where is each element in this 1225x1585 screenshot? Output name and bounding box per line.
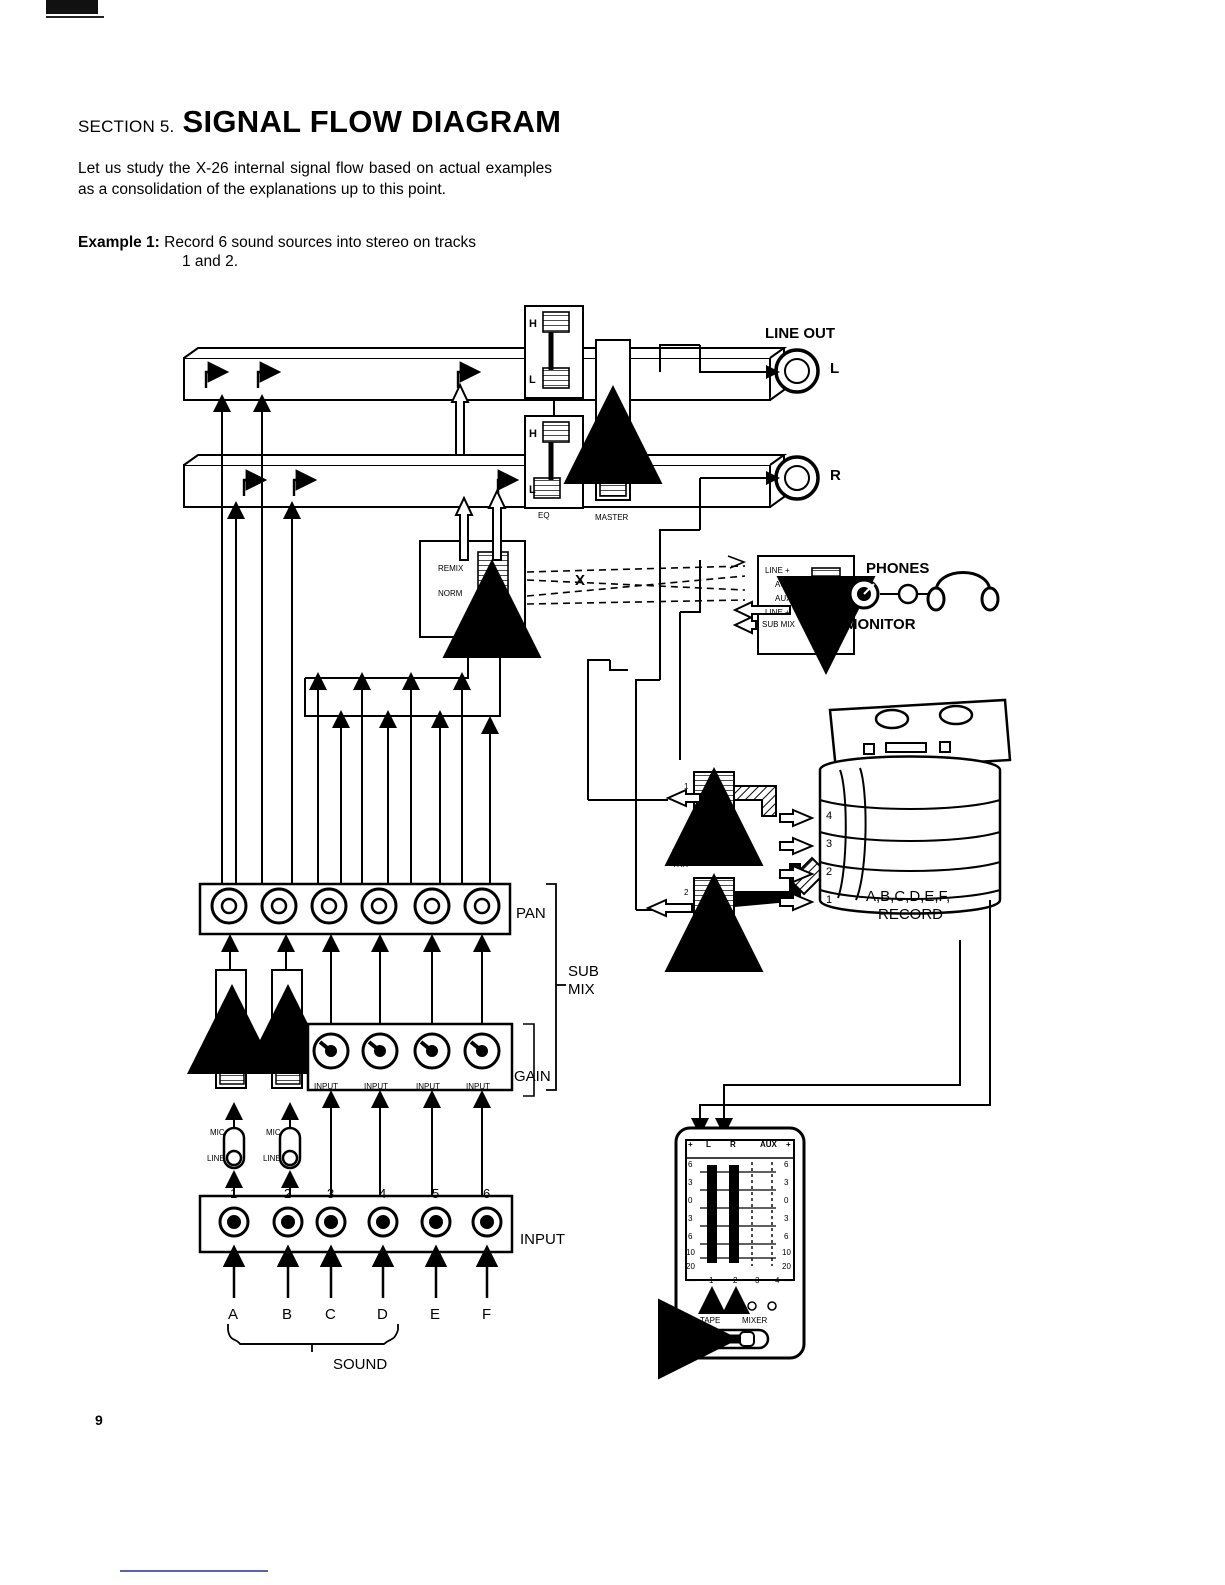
input-channel-2: 2: [284, 1186, 292, 1201]
meter-header-aux: AUX: [760, 1140, 777, 1149]
eq-label: EQ: [538, 511, 550, 520]
monitor-option-4: SUB MIX: [762, 620, 795, 629]
example-text-2: 1 and 2.: [182, 253, 239, 270]
mixer-switch-label: MIXER: [742, 1316, 768, 1325]
eq-high-label-1: H: [529, 318, 537, 330]
meter-scale-right-3: 3: [784, 1214, 789, 1223]
meter-channel-1: 1: [709, 1276, 714, 1285]
input-channel-1: 1: [230, 1186, 238, 1201]
rec-trk-1: 1: [684, 782, 689, 791]
example-label: Example 1:: [78, 234, 160, 251]
rec-trk-3: 3: [684, 826, 689, 835]
sound-label: SOUND: [333, 1356, 388, 1373]
remix-label: REMIX: [438, 564, 464, 573]
meter-scale-left-0: 6: [688, 1160, 693, 1169]
line-label-2: LINE: [263, 1154, 281, 1163]
sub-label: SUB: [568, 963, 599, 980]
meter-scale-left-1: 3: [688, 1178, 693, 1187]
gain-knob-label-1: INPUT: [314, 1082, 338, 1091]
monitor-option-1: AUX: [775, 580, 792, 589]
example-text: Record 6 sound sources into stereo on tracks: [164, 234, 477, 251]
norm-label: NORM: [438, 589, 463, 598]
tape-switch-label: TAPE: [700, 1316, 721, 1325]
meter-channel-2: 2: [733, 1276, 738, 1285]
rec-trk-4: 4: [684, 932, 689, 941]
input-label: INPUT: [520, 1231, 565, 1248]
mix-label: MIX: [568, 981, 595, 998]
sound-source-a: A: [228, 1306, 239, 1323]
input-channel-6: 6: [483, 1186, 491, 1201]
sound-source-c: C: [325, 1306, 336, 1323]
line-out-label: LINE OUT: [765, 325, 835, 342]
meter-scale-right-4: 6: [784, 1232, 789, 1241]
tape-track-2: 2: [826, 866, 833, 878]
meter-plus-left: +: [688, 1140, 693, 1149]
record-sources-label: A,B,C,D,E,F,: [866, 888, 951, 905]
meter-channel-4: 4: [775, 1276, 780, 1285]
meter-channel-3: 3: [755, 1276, 760, 1285]
meter-scale-right-0: 6: [784, 1160, 789, 1169]
meter-scale-right-2: 0: [784, 1196, 789, 1205]
tape-track-3: 3: [826, 838, 833, 850]
tape-track-1: 1: [826, 894, 833, 906]
meter-header-l: L: [706, 1140, 711, 1149]
line-out-r-label: R: [830, 467, 841, 484]
monitor-label: MONITOR: [845, 616, 916, 633]
meter-minus-left: —: [688, 1276, 696, 1285]
sound-source-d: D: [377, 1306, 388, 1323]
sound-source-e: E: [430, 1306, 441, 1323]
sound-source-f: F: [482, 1306, 492, 1323]
eq-high-label-2: H: [529, 428, 537, 440]
meter-scale-right-1: 3: [784, 1178, 789, 1187]
page-number: 9: [95, 1412, 103, 1428]
gain-knob-label-4: INPUT: [466, 1082, 490, 1091]
meter-plus-right: +: [786, 1140, 791, 1149]
sound-source-b: B: [282, 1306, 293, 1323]
meter-scale-left-4: 6: [688, 1232, 693, 1241]
master-label: MASTER: [595, 513, 629, 522]
monitor-option-3: LINE +: [765, 608, 790, 617]
line-out-l-label: L: [830, 360, 840, 377]
line-label-1: LINE: [207, 1154, 225, 1163]
meter-scale-left-5: 10: [686, 1248, 695, 1257]
phones-label: PHONES: [866, 560, 930, 577]
mic-label-1: MIC: [210, 1128, 225, 1137]
eq-low-label-1: L: [529, 374, 536, 386]
rec-label: REC: [672, 848, 689, 857]
meter-scale-left-2: 0: [688, 1196, 693, 1205]
page-title: SIGNAL FLOW DIAGRAM: [182, 104, 562, 139]
pan-label: PAN: [516, 905, 546, 922]
monitor-option-0: LINE +: [765, 566, 790, 575]
cross-x-label: X: [575, 572, 586, 589]
input-channel-5: 5: [432, 1186, 440, 1201]
section-kicker: SECTION 5.: [78, 117, 175, 136]
meter-scale-left-6: 20: [686, 1262, 695, 1271]
input-channel-3: 3: [327, 1186, 335, 1201]
input-channel-4: 4: [379, 1186, 387, 1201]
record-label: RECORD: [878, 906, 944, 923]
trk-label: TRK: [672, 860, 688, 869]
meter-minus-right: —: [784, 1276, 792, 1285]
eq-low-label-2: L: [529, 484, 536, 496]
meter-scale-right-6: 20: [782, 1262, 791, 1271]
gain-knob-label-3: INPUT: [416, 1082, 440, 1091]
intro-paragraph: Let us study the X-26 internal signal flow based on actual examples as a consolidation of the explanations up to this point.: [78, 160, 552, 198]
gain-knob-label-2: INPUT: [364, 1082, 388, 1091]
gain-label: GAIN: [514, 1068, 551, 1085]
rec-trk-2: 2: [684, 888, 689, 897]
meter-scale-right-5: 10: [782, 1248, 791, 1257]
tape-track-4: 4: [826, 810, 833, 822]
monitor-option-2: AUX: [775, 594, 792, 603]
mic-label-2: MIC: [266, 1128, 281, 1137]
meter-header-r: R: [730, 1140, 736, 1149]
meter-scale-left-3: 3: [688, 1214, 693, 1223]
